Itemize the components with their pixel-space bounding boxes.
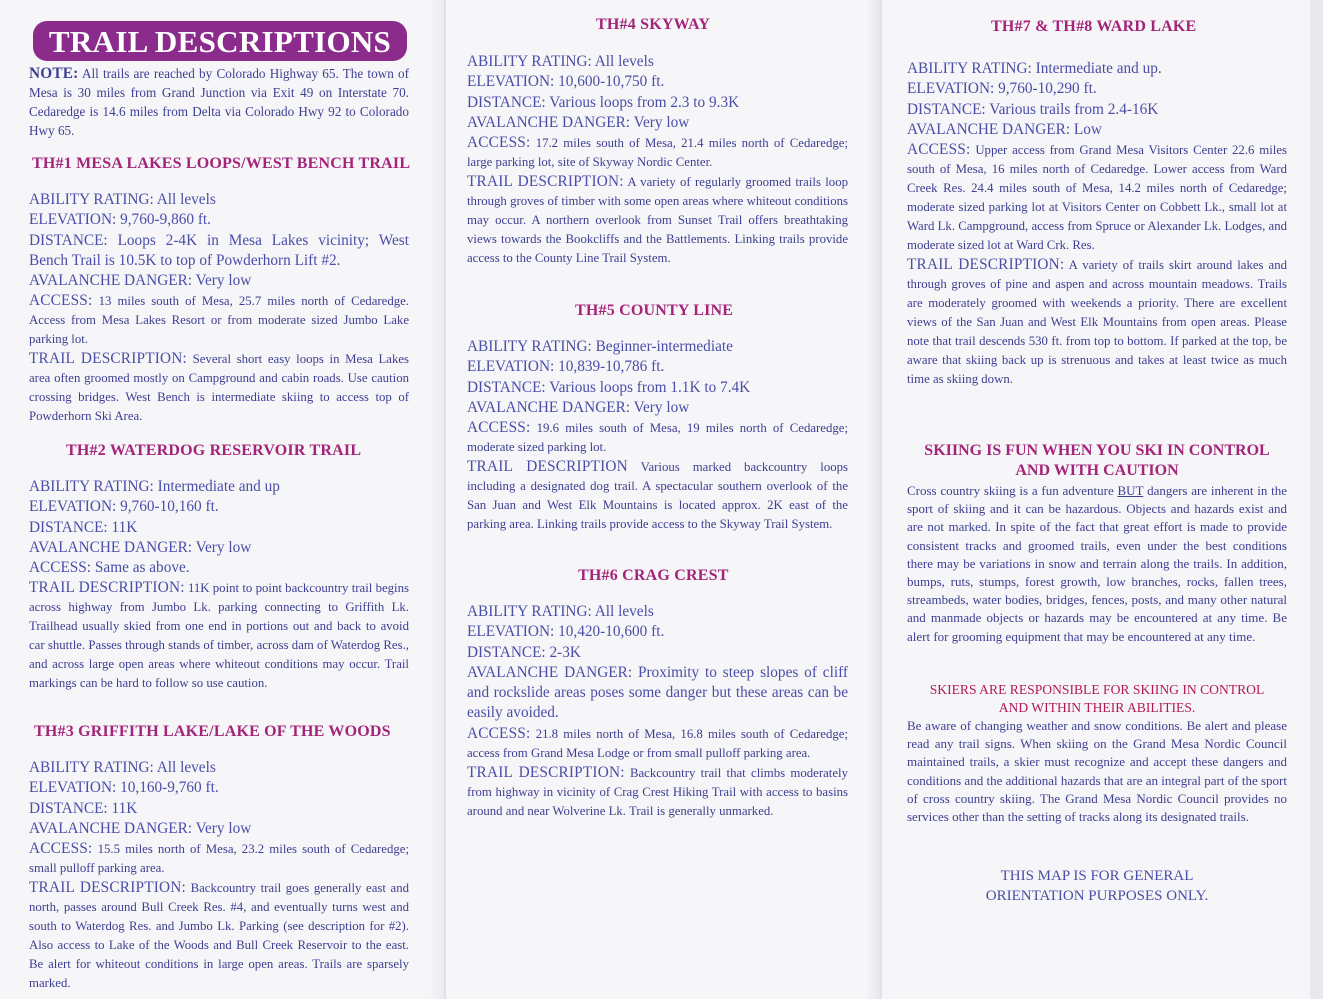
panel-fold-line	[880, 0, 882, 999]
trail-description: TRAIL DESCRIPTION: A variety of trails skirt around lakes and through groves of pine and aspen and across mountain meadows. Trails are moderately groomed with weekends a priority. There are excellent views of the San Juan and West Elk Mountains from open areas. Please note that trail descends 530 ft. from top to bottom. If parked at the top, be aware that skiing back up is strenuous and takes at least twice as much time as skiing down.	[907, 256, 1288, 387]
access: ACCESS: 17.2 miles south of Mesa, 21.4 miles north of Cedaredge; large parking lot, site of Skyway Nordic Center.	[467, 134, 849, 170]
ability-rating: ABILITY RATING: Beginner-intermediate	[467, 338, 733, 355]
distance: DISTANCE: Various loops from 2.3 to 9.3K	[467, 93, 740, 111]
caution-paragraph: Cross country skiing is a fun adventure BUT dangers are inherent in the sport of skiing and it can be hazardous. Objects and hazards exist and are not marked. In spite of the fact that great effort is made to provide consistent tracks and groomed trails, even under the best conditions there may be variations in snow and terrain along the trails. In addition, bumps, ruts, stumps, forest growth, low branches, rocks, fallen trees, streambeds, water bodies, bridges, fences, posts, and many other natural and manmade objects or hazards may be encountered at any time. Be alert for grooming equipment that may be encountered at any time.	[907, 483, 1288, 644]
distance: DISTANCE: 11K	[29, 518, 138, 536]
trail-th3	[29, 758, 409, 993]
avalanche-danger: AVALANCHE DANGER: Proximity to steep slopes of cliff and rockslide areas poses some danger but these areas can be easily avoided.	[467, 663, 848, 722]
trail-heading-th2: TH#2 WATERDOG RESERVOIR TRAIL	[66, 442, 362, 459]
trail-th5	[467, 337, 848, 534]
access: ACCESS: Same as above.	[29, 559, 190, 577]
trail-heading-th4: TH#4 SKYWAY	[596, 16, 711, 33]
distance: DISTANCE: Loops 2-4K in Mesa Lakes vicinity; West Bench Trail is 10.5K to top of Powderhorn Lift #2.	[29, 231, 409, 269]
access: ACCESS: 15.5 miles north of Mesa, 23.2 miles south of Cedaredge; small pulloff parking area.	[29, 840, 409, 876]
trail-th1	[29, 190, 409, 426]
page-edge	[1310, 0, 1323, 999]
trail-description: TRAIL DESCRIPTION: Several short easy loops in Mesa Lakes area often groomed mostly on Campground and cabin roads. Use caution crossing bridges. West Bench is intermediate skiing to access top of Powderhorn Ski Area.	[29, 350, 410, 424]
avalanche-danger: AVALANCHE DANGER: Very low	[467, 398, 690, 416]
ability-rating: ABILITY RATING: All levels	[467, 53, 654, 70]
awareness-paragraph: Be aware of changing weather and snow conditions. Be alert and please read any trail signs. When skiing on the Grand Mesa Nordic Council maintained trails, a skier must recognize and accept these dangers and conditions and the additional hazards that are an integral part of the sport of cross country skiing. The Grand Mesa Nordic Council provides no services other than the setting of tracks along its designated trails.	[907, 718, 1287, 825]
avalanche-danger: AVALANCHE DANGER: Very low	[29, 538, 252, 556]
ability-rating: ABILITY RATING: All levels	[467, 603, 654, 620]
trail-th4	[467, 52, 848, 268]
ability-rating: ABILITY RATING: Intermediate and up	[29, 478, 280, 495]
trail-description: TRAIL DESCRIPTION: A variety of regularly groomed trails loop through groves of timber with some open areas where whiteout conditions may occur. A northern overlook from Sunset Trail offers breathtaking views towards the Bookcliffs and the Battlements. Linking trails provide access to the County Line Trail System.	[467, 173, 849, 266]
map-disclaimer: THIS MAP IS FOR GENERAL ORIENTATION PURPOSES ONLY.	[985, 868, 1209, 904]
responsibility-warning: SKIERS ARE RESPONSIBLE FOR SKIING IN CONTROL AND WITHIN THEIR ABILITIES.	[929, 682, 1265, 715]
ability-rating: ABILITY RATING: All levels	[29, 759, 216, 776]
distance: DISTANCE: 2-3K	[467, 643, 581, 661]
note-text: All trails are reached by Colorado Highway 65. The town of Mesa is 30 miles from Grand Junction via Exit 49 on Interstate 70. Cedaredge is 14.6 miles from Delta via Colorado Hwy 92 to Colorado Hwy 65.	[29, 66, 409, 138]
panel-fold-shadow	[430, 0, 444, 999]
distance: DISTANCE: 11K	[29, 799, 138, 817]
avalanche-danger: AVALANCHE DANGER: Low	[907, 120, 1102, 138]
elevation: ELEVATION: 10,160-9,760 ft.	[29, 779, 219, 797]
access: ACCESS: Upper access from Grand Mesa Visitors Center 22.6 miles south of Mesa, 16 miles north of Cedaredge. Lower access from Ward Creek Res. 24.4 miles south of Mesa, 14.2 miles north of Cedaredge; moderate sized parking lot at Visitors Center on Cobbett Lk., small lot at Ward Lk. Campground, access from Spruce or Alexander Lk. Lodges, and moderate sized lot at Ward Crk. Res.	[907, 141, 1287, 253]
note-paragraph	[29, 64, 409, 140]
trail-th2	[29, 477, 409, 693]
trail-heading-th5: TH#5 COUNTY LINE	[575, 302, 734, 319]
emphasis-but: BUT	[1117, 483, 1144, 498]
panel-fold-shadow	[866, 0, 880, 999]
elevation: ELEVATION: 9,760-9,860 ft.	[29, 211, 212, 229]
distance: DISTANCE: Various loops from 1.1K to 7.4K	[467, 378, 751, 396]
access: ACCESS: 19.6 miles south of Mesa, 19 miles north of Cedaredge; moderate sized parking lot.	[467, 419, 848, 455]
trail-heading-th1: TH#1 MESA LAKES LOOPS/WEST BENCH TRAIL	[32, 155, 411, 172]
trail-heading-th6: TH#6 CRAG CREST	[578, 567, 729, 584]
trail-heading-th7-th8: TH#7 & TH#8 WARD LAKE	[991, 18, 1197, 35]
elevation: ELEVATION: 10,420-10,600 ft.	[467, 623, 665, 641]
elevation: ELEVATION: 9,760-10,290 ft.	[907, 80, 1097, 98]
trail-description: TRAIL DESCRIPTION: 11K point to point backcountry trail begins across highway from Jumbo Lk. parking connecting to Griffith Lk. Trailhead usually skied from one end in portions out and back to avoid car shuttle. Passes through stands of timber, across dam of Waterdog Res., and across large open areas where whiteout conditions may occur. Trail markings can be hard to follow so use caution.	[29, 579, 409, 691]
ability-rating: ABILITY RATING: Intermediate and up.	[907, 60, 1162, 77]
trail-heading-th3: TH#3 GRIFFITH LAKE/LAKE OF THE WOODS	[34, 723, 391, 740]
elevation: ELEVATION: 9,760-10,160 ft.	[29, 498, 219, 516]
panel-fold-line	[444, 0, 446, 999]
access: ACCESS: 13 miles south of Mesa, 25.7 miles north of Cedaredge. Access from Mesa Lakes Resort or from moderate sized Jumbo Lake parking lot.	[29, 292, 410, 347]
trail-th6	[467, 602, 848, 821]
caution-heading: SKIING IS FUN WHEN YOU SKI IN CONTROL AND WITH CAUTION	[924, 442, 1270, 479]
avalanche-danger: AVALANCHE DANGER: Very low	[29, 819, 252, 837]
elevation: ELEVATION: 10,839-10,786 ft.	[467, 358, 665, 376]
trail-description: TRAIL DESCRIPTION: Backcountry trail goes generally east and north, passes around Bull Creek Res. #4, and eventually turns west and south to Waterdog Res. and Jumbo Lk. Parking (see description for #2). Also access to Lake of the Woods and Bull Creek Reservoir to the east. Be alert for whiteout conditions in large open areas. Trails are sparsely marked.	[29, 879, 410, 991]
trail-description: TRAIL DESCRIPTION: Backcountry trail that climbs moderately from highway in vicinity of Crag Crest Hiking Trail with access to basins around and near Wolverine Lk. Trail is generally unmarked.	[467, 763, 848, 818]
access: ACCESS: 21.8 miles north of Mesa, 16.8 miles south of Cedaredge; access from Grand Mesa Lodge or from small pulloff parking area.	[467, 724, 849, 760]
avalanche-danger: AVALANCHE DANGER: Very low	[29, 272, 252, 290]
ability-rating: ABILITY RATING: All levels	[29, 191, 216, 208]
page-title: TRAIL DESCRIPTIONS	[48, 24, 392, 59]
distance: DISTANCE: Various trails from 2.4-16K	[907, 100, 1159, 118]
trail-description: TRAIL DESCRIPTION Various marked backcountry loops including a designated dog trail. A spectacular southern overlook of the San Juan and West Elk Mountains is located approx. 2K east of the parking area. Linking trails provide access to the Skyway Trail System.	[467, 458, 849, 532]
trail-th7-th8	[907, 59, 1287, 389]
page-title-banner	[33, 21, 407, 61]
elevation: ELEVATION: 10,600-10,750 ft.	[467, 73, 665, 91]
avalanche-danger: AVALANCHE DANGER: Very low	[467, 113, 690, 131]
note-label: NOTE:	[29, 65, 79, 82]
